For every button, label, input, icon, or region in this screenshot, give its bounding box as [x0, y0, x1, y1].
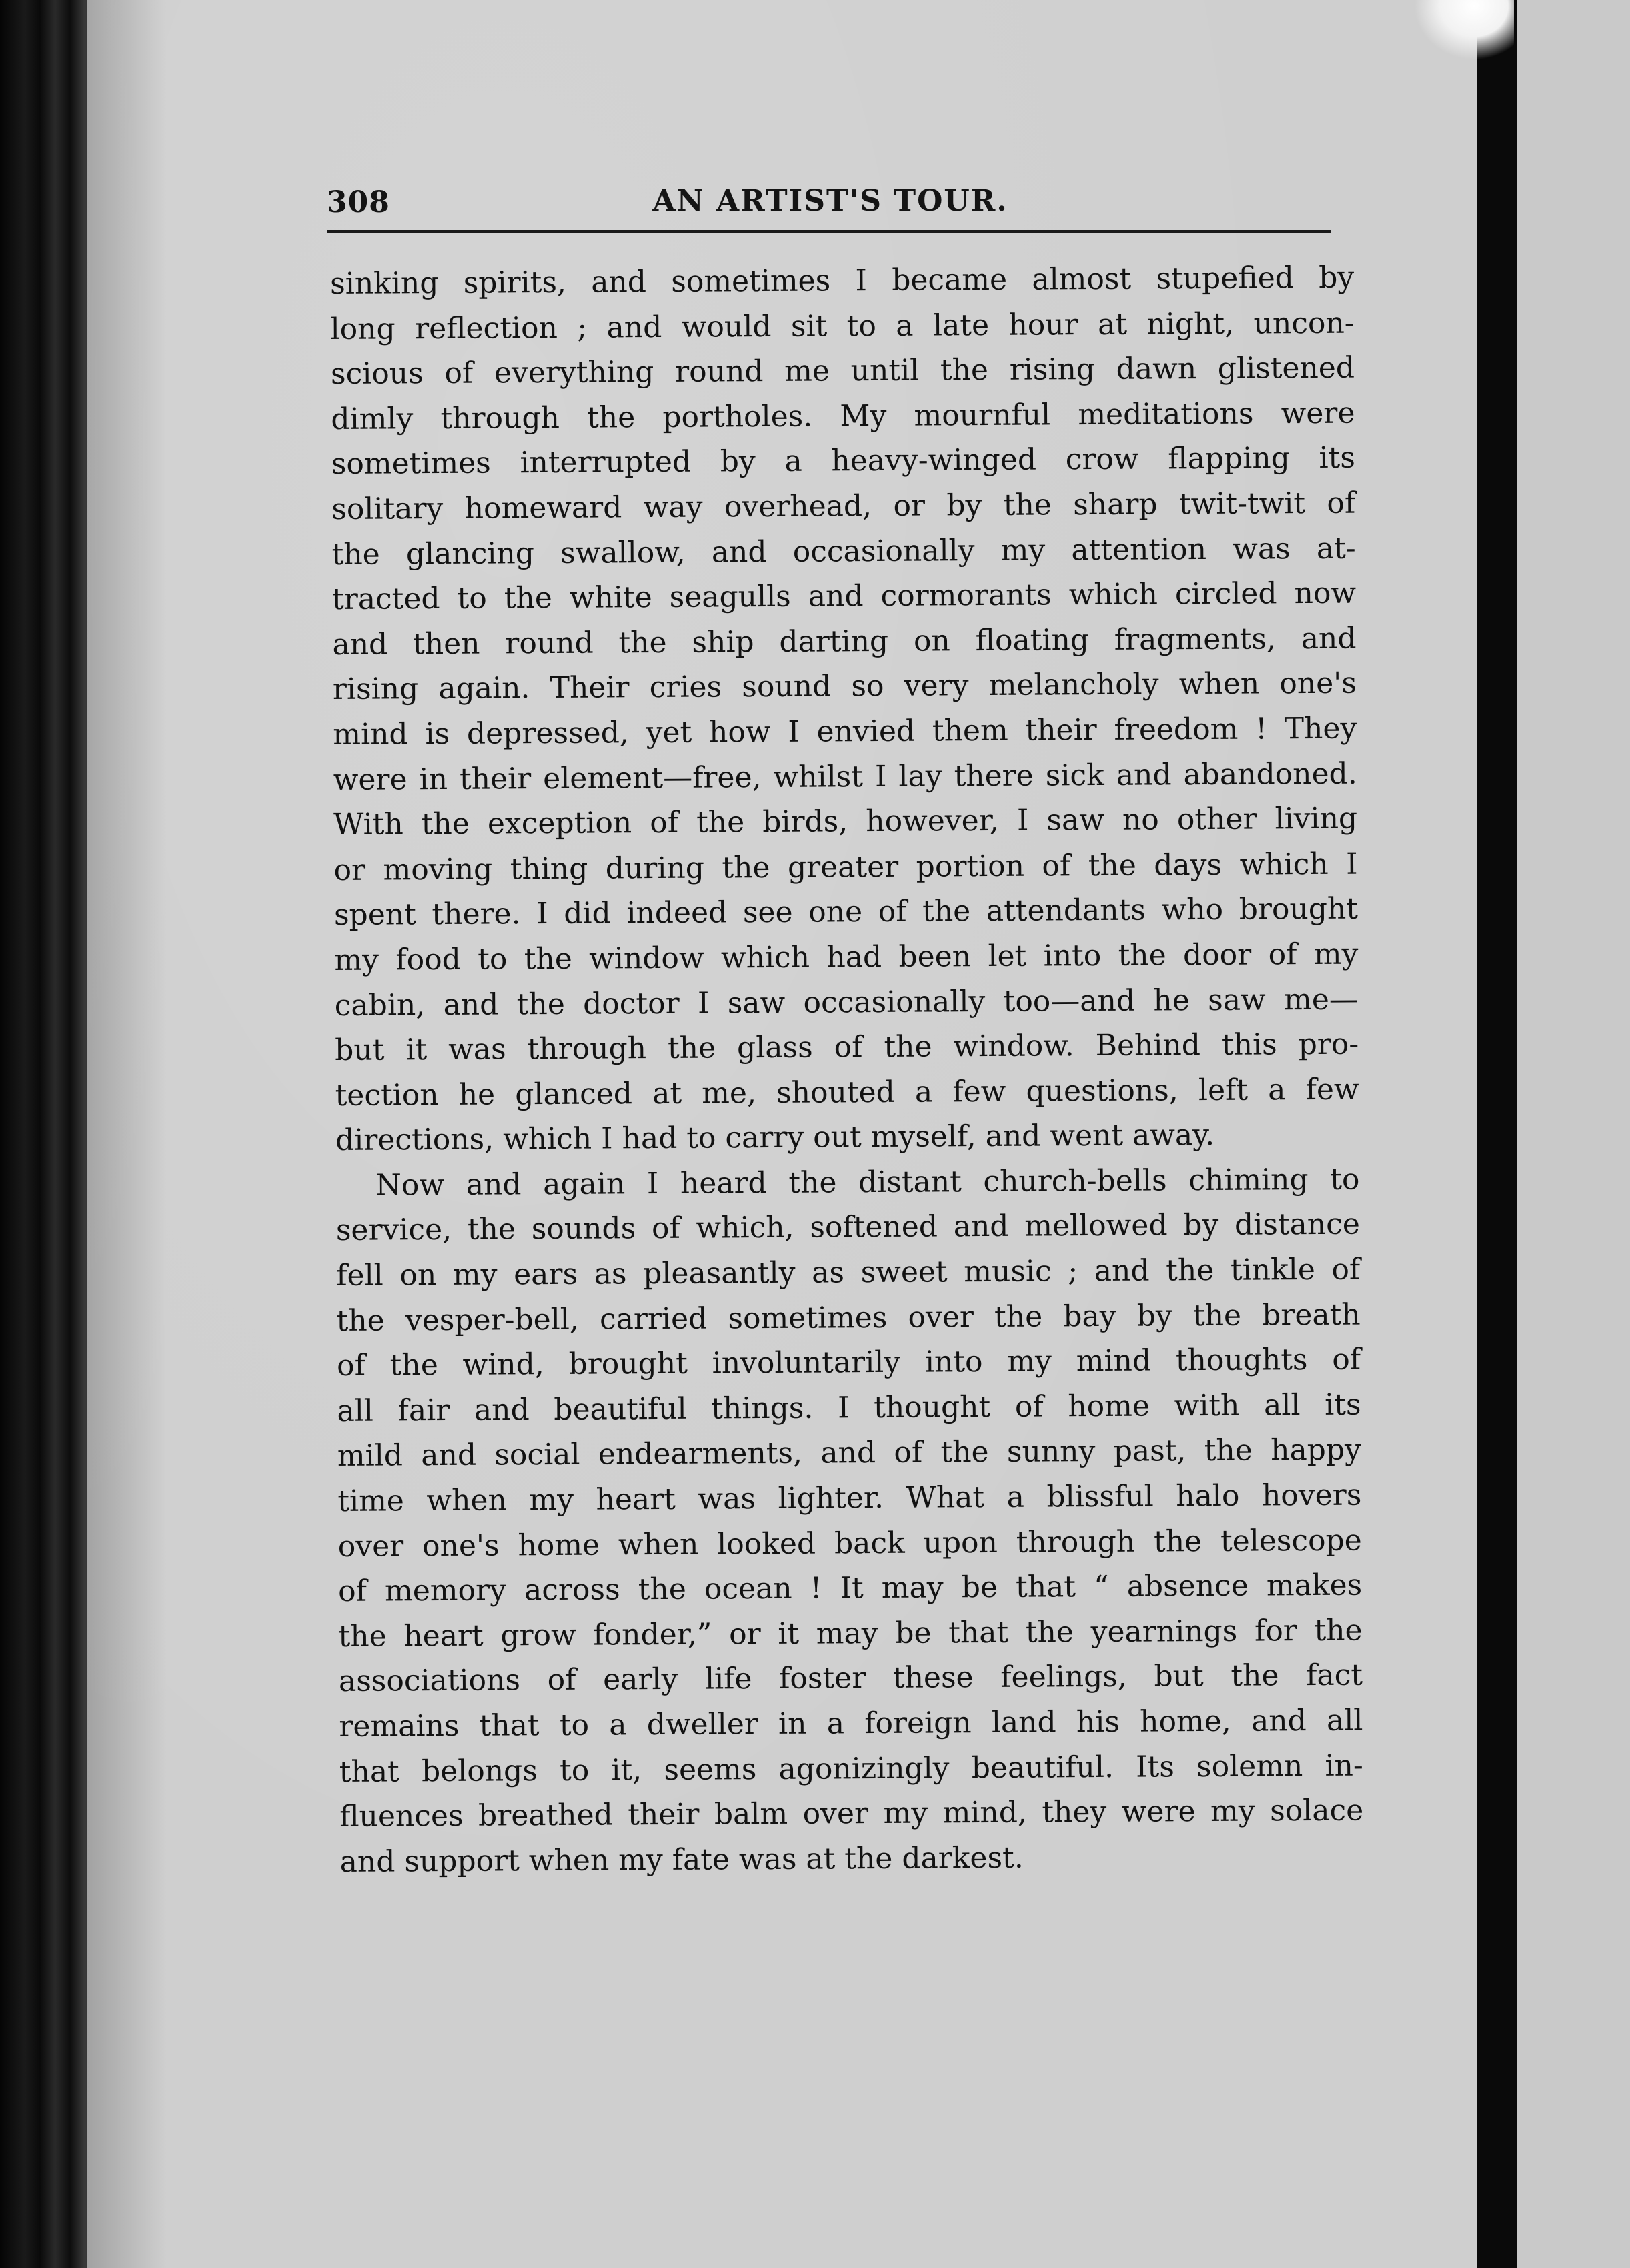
text-line: scious of everything round me until the rising dawn glistened: [330, 350, 1355, 392]
text-line: directions, which I had to carry out myself, and went away.: [335, 1118, 1215, 1158]
adjacent-page-edge: [1517, 0, 1630, 2268]
text-line: mild and social endearments, and of the sunny past, the happy: [337, 1433, 1362, 1474]
text-line: fluences breathed their balm over my mind, they were my solace: [339, 1793, 1364, 1834]
text-line: remains that to a dweller in a foreign land his home, and all: [339, 1703, 1363, 1744]
text-line: cabin, and the doctor I saw occasionally too—and he saw me—: [334, 982, 1359, 1023]
text-line: spent there. I did indeed see one of the attendants who brought: [333, 891, 1359, 933]
text-line: of the wind, brought involuntarily into my mind thoughts of: [336, 1342, 1361, 1383]
text-line: tracted to the white seagulls and cormorants which circled now: [331, 576, 1357, 617]
text-line: dimly through the portholes. My mournful meditations were: [331, 396, 1355, 436]
text-line: my food to the window which had been let into the door of my: [334, 937, 1359, 977]
text-line: tection he glanced at me, shouted a few questions, left a few: [335, 1072, 1359, 1113]
text-line: solitary homeward way overhead, or by the sharp twit-twit of: [331, 486, 1356, 526]
body-text: [330, 255, 1364, 1885]
text-line: the glancing swallow, and occasionally my attention was at-: [331, 531, 1356, 572]
running-title: AN ARTIST'S TOUR.: [652, 184, 1008, 218]
text-line: long reflection ; and would sit to a late hour at night, uncon-: [330, 306, 1355, 346]
paragraph-2: [335, 1157, 1364, 1884]
text-line: or moving thing during the greater portion of the days which I: [333, 846, 1358, 887]
text-line: the heart grow fonder,” or it may be that the yearnings for the: [338, 1613, 1363, 1654]
text-line: service, the sounds of which, softened and mellowed by distance: [335, 1207, 1361, 1248]
text-line: but it was through the glass of the window. Behind this pro-: [335, 1027, 1359, 1068]
text-line: that belongs to it, seems agonizingly beautiful. Its solemn in-: [339, 1748, 1363, 1789]
header-rule: [327, 230, 1331, 233]
text-line: time when my heart was lighter. What a blissful halo hovers: [337, 1478, 1362, 1518]
page-number: 308: [327, 185, 390, 219]
paper-tear-mark: [1414, 0, 1514, 60]
text-line: of memory across the ocean ! It may be that “ absence makes: [338, 1568, 1363, 1609]
text-line: the vesper-bell, carried sometimes over the bay by the breath: [336, 1297, 1361, 1338]
text-line: and support when my fate was at the darkest.: [339, 1840, 1024, 1879]
text-line: rising again. Their cries sound so very melancholy when one's: [332, 666, 1357, 707]
text-line: Now and again I heard the distant church-bells chiming to: [375, 1162, 1360, 1203]
text-line: With the exception of the birds, however, I saw no other living: [333, 801, 1358, 842]
text-line: fell on my ears as pleasantly as sweet music ; and the tinkle of: [336, 1252, 1361, 1293]
page-edge-shadow: [1477, 0, 1517, 2268]
text-line: sinking spirits, and sometimes I became almost stupefied by: [330, 260, 1355, 301]
text-line: associations of early life foster these feelings, but the fact: [338, 1658, 1363, 1699]
text-line: were in their element—free, whilst I lay there sick and abandoned.: [333, 756, 1357, 797]
text-line: sometimes interrupted by a heavy-winged crow flapping its: [331, 440, 1355, 482]
text-line: over one's home when looked back upon through the telescope: [337, 1523, 1362, 1564]
text-line: mind is depressed, yet how I envied them their freedom ! They: [333, 711, 1357, 752]
paragraph-1: [330, 255, 1359, 1163]
text-line: and then round the ship darting on floating fragments, and: [332, 621, 1357, 662]
book-gutter: [0, 0, 100, 2268]
page-header: [327, 180, 1334, 233]
text-line: all fair and beautiful things. I thought of home with all its: [337, 1387, 1361, 1428]
